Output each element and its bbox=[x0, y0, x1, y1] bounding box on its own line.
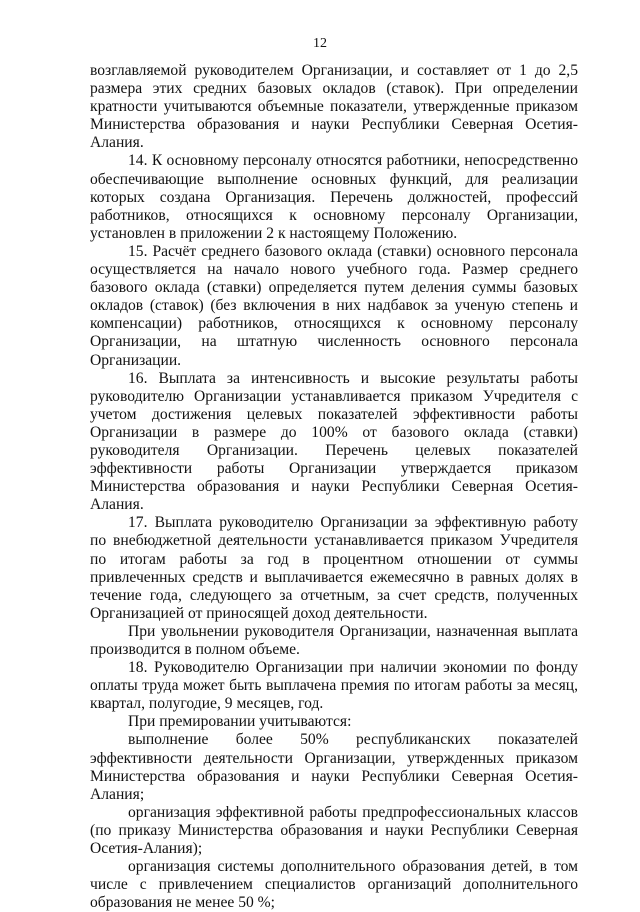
paragraph-18: 18. Руководителю Организации при наличии экономии по фонду оплаты труда может быть выплачена премия по итогам работы за месяц, квартал, полугодие, 9 месяцев, год. bbox=[90, 659, 578, 713]
paragraph-dismissal: При увольнении руководителя Организации, назначенная выплата производится в полном объеме. bbox=[90, 622, 578, 658]
page-number: 12 bbox=[313, 36, 327, 51]
document-body bbox=[90, 62, 578, 912]
paragraph-bonus-intro: При премировании учитываются: bbox=[128, 713, 352, 731]
paragraph-16: 16. Выплата за интенсивность и высокие результаты работы руководителю Организации устанавливается приказом Учредителя с учетом достижения целевых показателей эффективности работы Организации в размере до 100% от базового оклада (ставки) руководителя Организации. Перечень целевых показателей эффективности работы Организации утверждается приказом Министерства образования и науки Республики Северная Осетия-Алания. bbox=[90, 369, 578, 514]
bonus-criterion-preprofessional-classes: организация эффективной работы предпрофессиональных классов (по приказу Министерства образования и науки Республики Северная Осетия-Алания); bbox=[90, 803, 578, 858]
bonus-criterion-additional-education: организация системы дополнительного образования детей, в том числе с привлечением специалистов организаций дополнительного образования не менее 50 %; bbox=[90, 858, 578, 912]
paragraph-17: 17. Выплата руководителю Организации за эффективную работу по внебюджетной деятельности устанавливается приказом Учредителя по итогам работы за год в процентном отношении от суммы привлеченных средств и выплачивается ежемесячно в равных долях в течение года, следующего за отчетным, за счет средств, полученных Организацией от приносящей доход деятельности. bbox=[90, 514, 578, 622]
paragraph-continuation: возглавляемой руководителем Организации, и составляет от 1 до 2,5 размера этих средних базовых окладов (ставок). При определении кратности учитываются объемные показатели, утвержденные приказом Министерства образования и науки Республики Северная Осетия-Алания. bbox=[90, 62, 578, 152]
paragraph-14: 14. К основному персоналу относятся работники, непосредственно обеспечивающие выполнение основных функций, для реализации которых создана Организация. Перечень должностей, профессий работников, относящихся к основному персоналу Организации, установлен в приложении 2 к настоящему Положению. bbox=[90, 152, 578, 242]
paragraph-15: 15. Расчёт среднего базового оклада (ставки) основного персонала осуществляется на начало нового учебного года. Размер среднего базового оклада (ставки) определяется путем деления суммы базовых окладов (ставок) (без включения в них надбавок за ученую степень и компенсации) работников, относящихся к основному персоналу Организации, на штатную численность основного персонала Организации. bbox=[90, 242, 578, 369]
bonus-criterion-efficiency: выполнение более 50% республиканских показателей эффективности деятельности Организации, утвержденных приказом Министерства образования и науки Республики Северная Осетия-Алания; bbox=[90, 731, 578, 803]
